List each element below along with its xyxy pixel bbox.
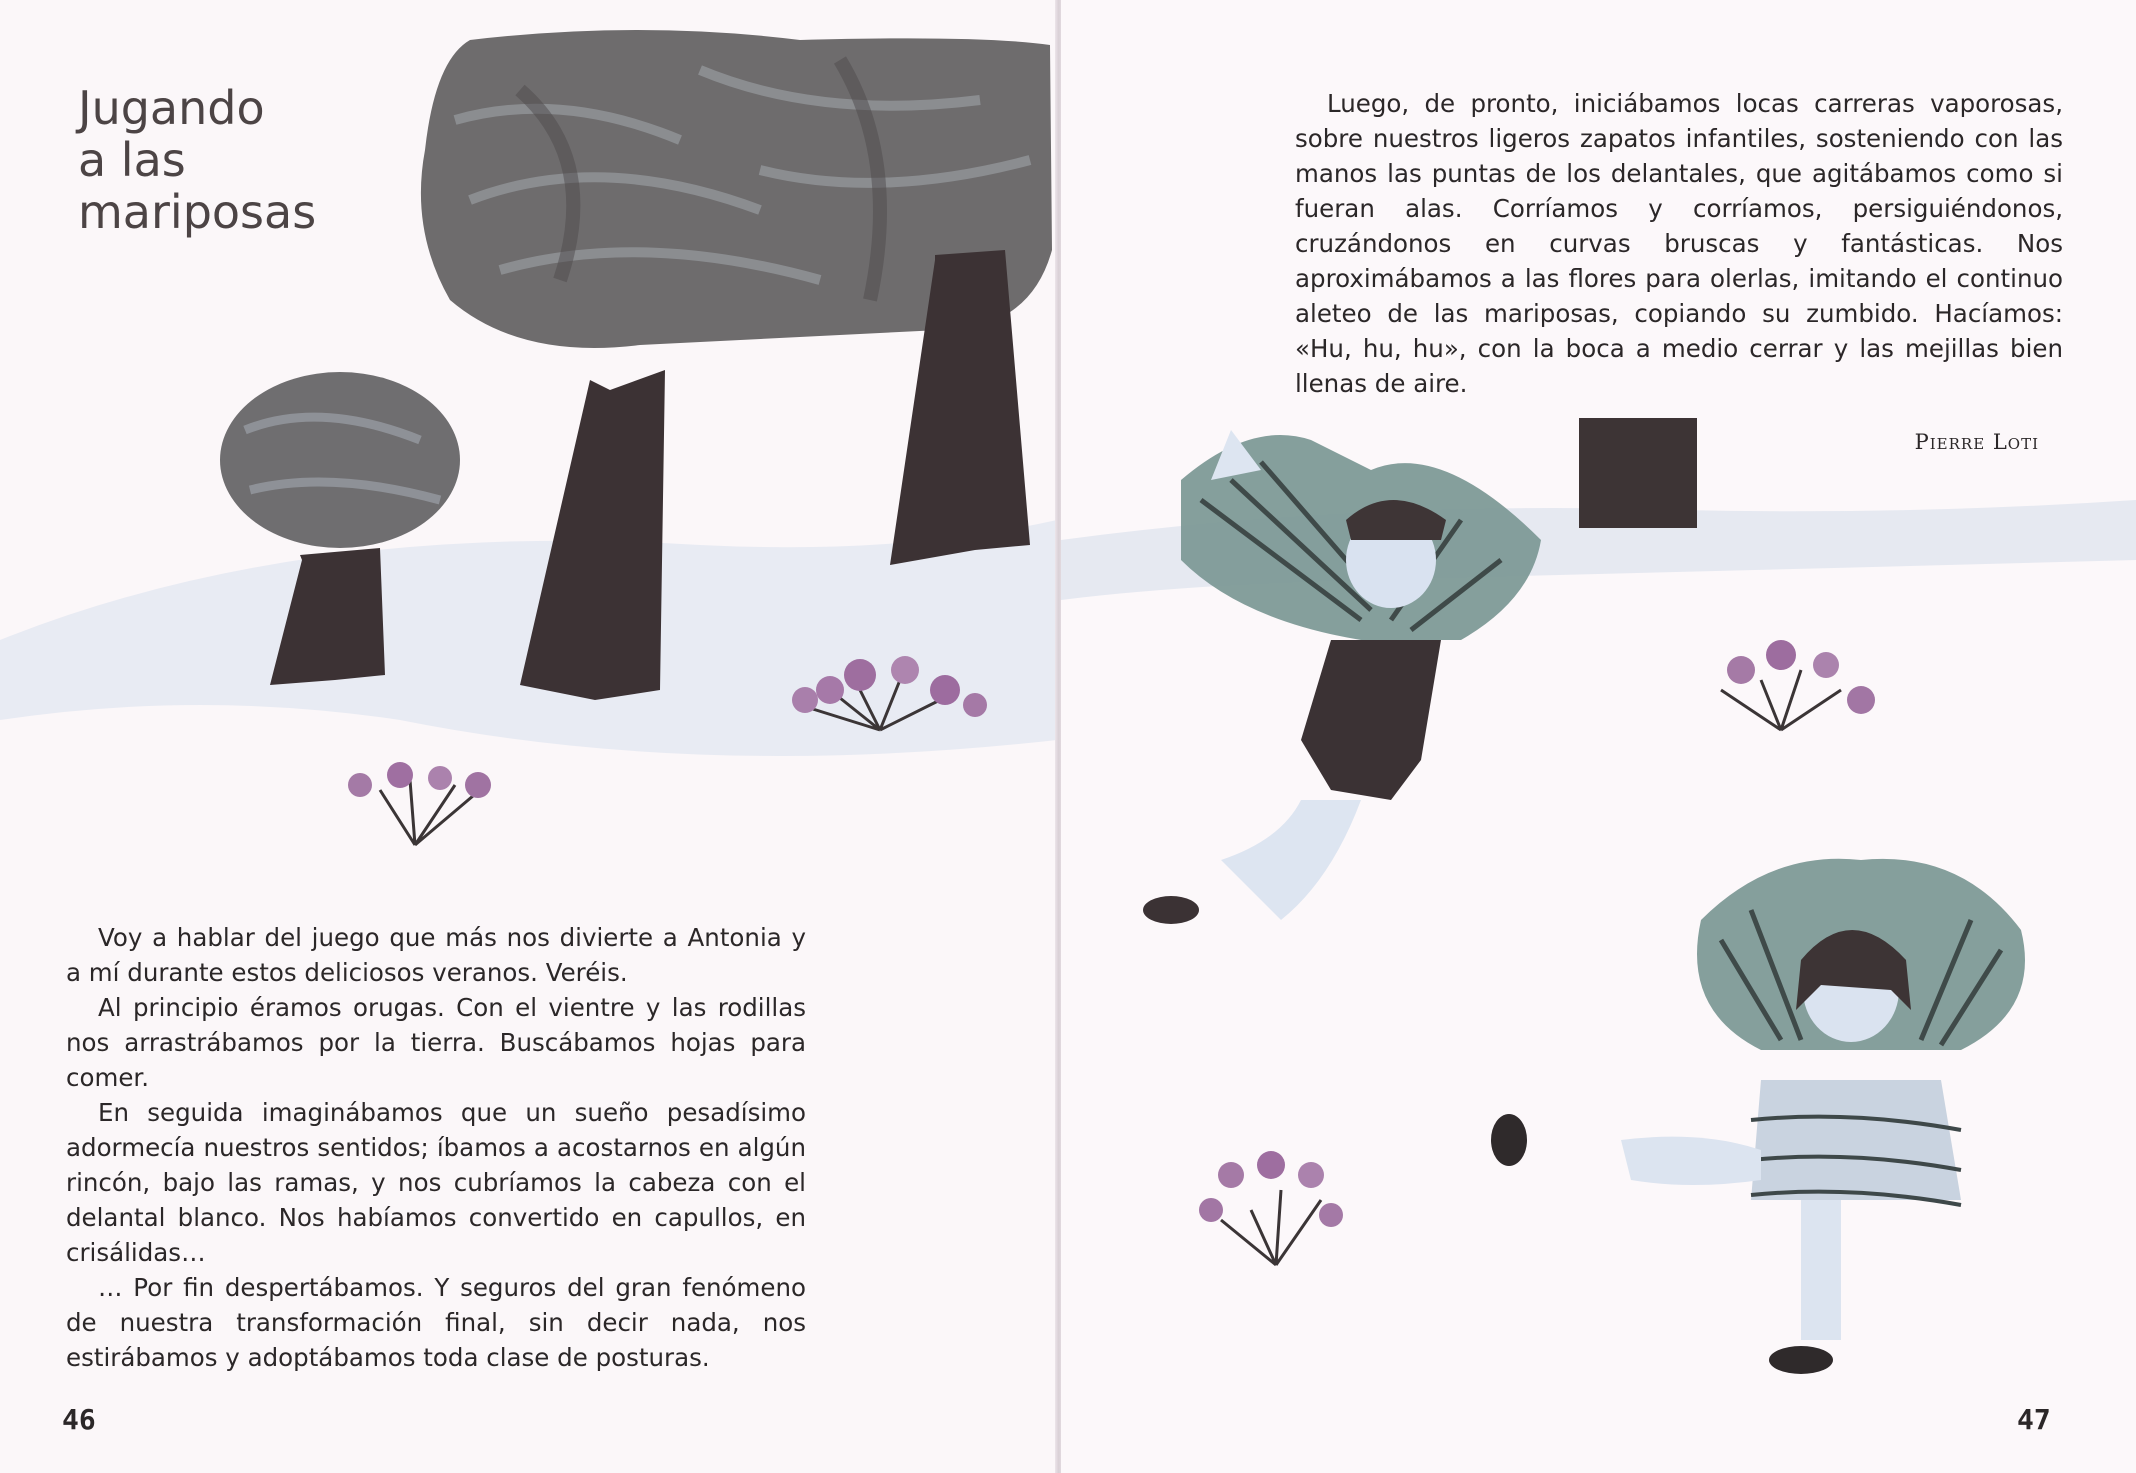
page-number-right: 47 (2017, 1403, 2051, 1436)
girl-figure (1491, 859, 2025, 1374)
paragraph: Voy a hablar del juego que más nos divierte a Antonia y a mí durante estos deliciosos veranos. Veréis. (66, 923, 806, 987)
left-body-text (66, 920, 806, 1375)
title-line: Jugando (78, 81, 265, 135)
flower-cluster (1721, 640, 1875, 730)
right-page (1061, 0, 2136, 1473)
paragraph: Al principio éramos orugas. Con el vientre y las rodillas nos arrastrábamos por la tierra. Buscábamos hojas para comer. (66, 993, 806, 1092)
page-title (78, 82, 316, 238)
title-line: a las (78, 133, 186, 187)
paragraph: En seguida imaginábamos que un sueño pesadísimo adormecía nuestros sentidos; íbamos a acostarnos en algún rincón, bajo las ramas, y nos cubríamos la cabeza con el delantal blanco. Nos habíamos convertido en capullos, en crisálidas… (66, 1098, 806, 1267)
flower-cluster-bottom (1199, 1151, 1343, 1265)
author-name: Pierre Loti (1914, 430, 2039, 454)
paragraph: Luego, de pronto, iniciábamos locas carreras vaporosas, sobre nuestros ligeros zapatos infantiles, sosteniendo con las manos las puntas de los delantales, que agitábamos como si fueran alas. Corríamos y corríamos, persiguiéndonos, cruzándonos en curvas bruscas y fantásticas. Nos aproximábamos a las flores para olerlas, imitando el continuo aleteo de las mariposas, copiando su zumbido. Hacíamos: «Hu, hu, hu», con la boca a medio cerrar y las mejillas bien llenas de aire. (1295, 89, 2063, 398)
left-page (0, 0, 1057, 1473)
right-body-text (1295, 86, 2063, 401)
title-line: mariposas (78, 185, 317, 239)
boy-figure (1143, 430, 1541, 924)
paragraph: … Por fin despertábamos. Y seguros del gran fenómeno de nuestra transformación final, sin decir nada, nos estirábamos y adoptábamos toda clase de posturas. (66, 1273, 806, 1372)
page-number-left: 46 (62, 1403, 96, 1436)
small-tree-crown (220, 372, 460, 548)
large-tree-trunk (520, 370, 665, 700)
dark-square (1579, 418, 1697, 528)
flower-cluster-small (348, 762, 491, 845)
